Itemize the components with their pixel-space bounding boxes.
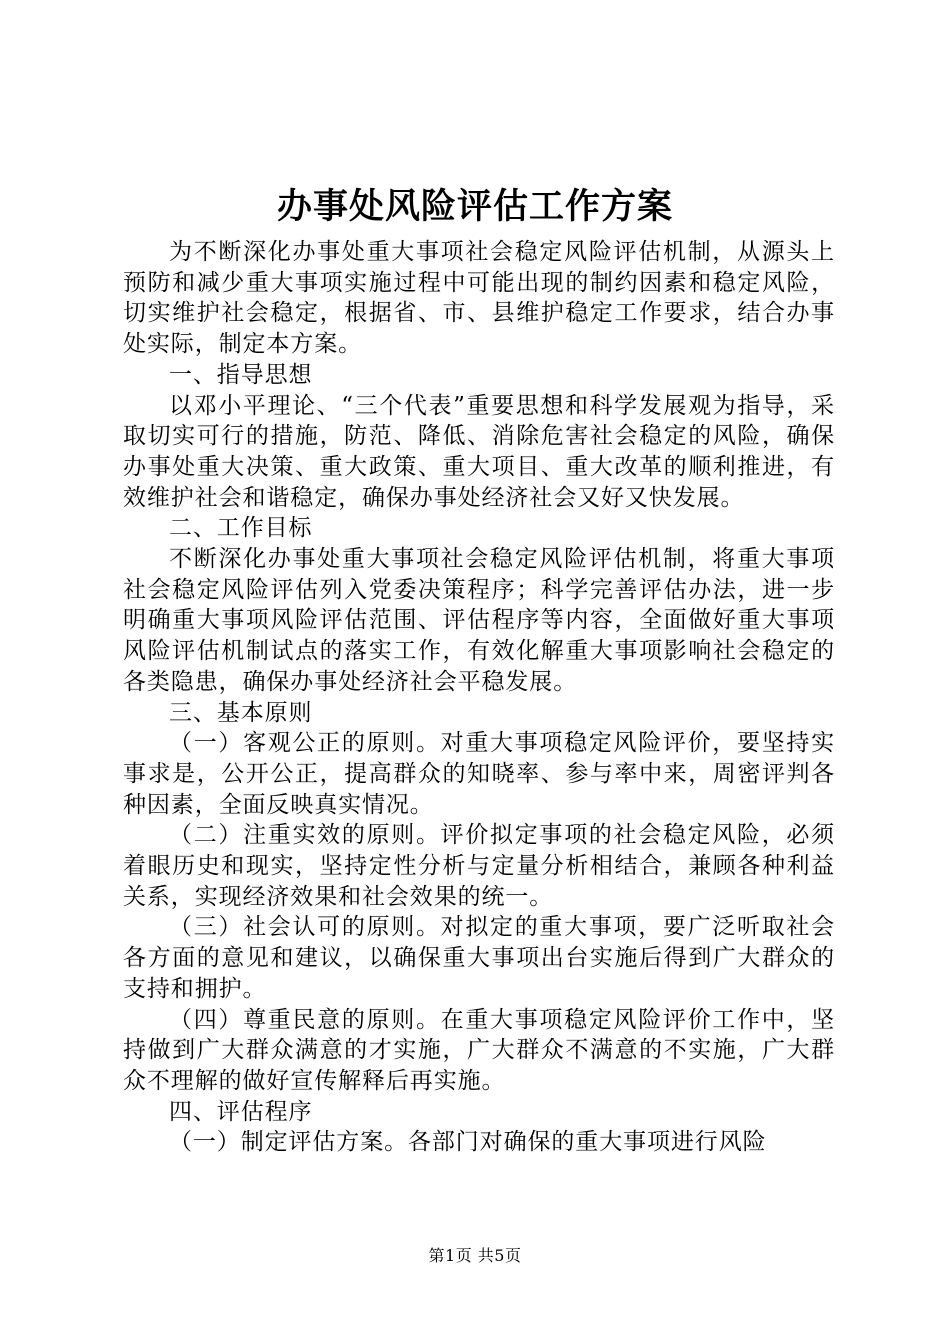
principle-3-paragraph: （三）社会认可的原则。对拟定的重大事项，要广泛听取社会各方面的意见和建议，以确保重大事项出台实施后得到广大群众的支持和拥护。 (123, 914, 835, 1002)
section-heading-work-goals: 二、工作目标 (169, 515, 313, 542)
section-heading-basic-principles: 三、基本原则 (169, 699, 313, 726)
intro-paragraph: 为不断深化办事处重大事项社会稳定风险评估机制，从源头上预防和减少重大事项实施过程中可能出现的制约因素和稳定风险，切实维护社会稳定，根据省、市、县维护稳定工作要求，结合办事处实际，制定本方案。 (123, 239, 835, 358)
work-goals-paragraph: 不断深化办事处重大事项社会稳定风险评估机制，将重大事项社会稳定风险评估列入党委决策程序；科学完善评估办法，进一步明确重大事项风险评估范围、评估程序等内容，全面做好重大事项风险评估机制试点的落实工作，有效化解重大事项影响社会稳定的各类隐患，确保办事处经济社会平稳发展。 (123, 546, 835, 695)
principle-1-paragraph: （一）客观公正的原则。对重大事项稳定风险评价，要坚持实事求是，公开公正，提高群众的知晓率、参与率中来，周密评判各种因素，全面反映真实情况。 (123, 730, 835, 818)
principle-2-paragraph: （二）注重实效的原则。评价拟定事项的社会稳定风险，必须着眼历史和现实，坚持定性分析与定量分析相结合，兼顾各种利益关系，实现经济效果和社会效果的统一。 (123, 822, 835, 910)
guiding-ideology-paragraph: 以邓小平理论、“三个代表”重要思想和科学发展观为指导，采取切实可行的措施，防范、降低、消除危害社会稳定的风险，确保办事处重大决策、重大政策、重大项目、重大改革的顺利推进，有效维护社会和谐稳定，确保办事处经济社会又好又快发展。 (123, 392, 835, 511)
document-title: 办事处风险评估工作方案 (276, 186, 673, 227)
document-body (123, 237, 835, 1158)
procedure-1-paragraph: （一）制定评估方案。各部门对确保的重大事项进行风险 (169, 1129, 767, 1156)
page-footer: 第1页 共5页 (428, 1246, 522, 1265)
section-heading-guiding-ideology: 一、指导思想 (169, 361, 313, 388)
principle-4-paragraph: （四）尊重民意的原则。在重大事项稳定风险评价工作中，坚持做到广大群众满意的才实施，广大群众不满意的不实施，广大群众不理解的做好宣传解释后再实施。 (123, 1006, 835, 1094)
section-heading-assessment-procedure: 四、评估程序 (169, 1098, 313, 1125)
